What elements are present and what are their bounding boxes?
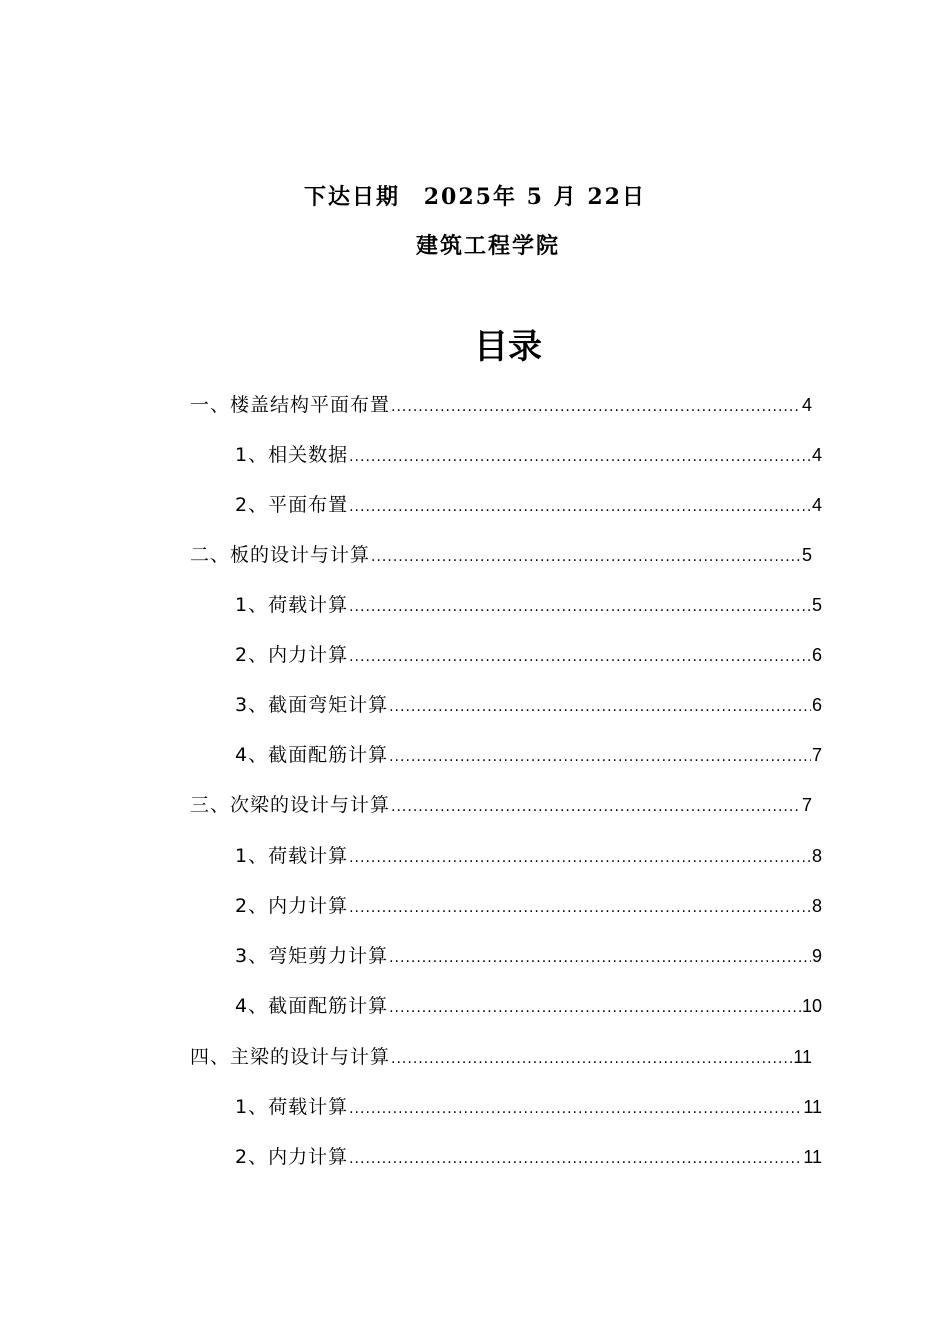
toc-entry-page: 4 (811, 445, 822, 465)
toc-entry[interactable] (190, 1027, 812, 1071)
toc-dot-leader (371, 545, 801, 569)
toc-entry-page: 5 (811, 595, 822, 615)
toc-entry[interactable] (235, 425, 822, 469)
toc-entry[interactable] (235, 826, 822, 870)
toc-entry-page: 11 (803, 1147, 822, 1167)
toc-entry[interactable] (235, 1077, 822, 1121)
toc-dot-leader (391, 395, 801, 419)
toc-dot-leader (349, 846, 811, 870)
toc-entry[interactable] (235, 625, 822, 669)
date-year-unit: 年 (492, 184, 517, 210)
toc-entry-page: 4 (801, 395, 812, 415)
toc-entry-page: 5 (801, 545, 812, 565)
toc-entry-label: 2、内力计算 (235, 895, 349, 917)
toc-entry-label: 四、主梁的设计与计算 (190, 1046, 391, 1068)
date-prefix: 下达日期 (304, 184, 401, 210)
toc-entry-label: 三、次梁的设计与计算 (190, 794, 391, 816)
toc-dot-leader (389, 946, 811, 970)
toc-entry-label: 4、截面配筋计算 (235, 744, 389, 766)
toc-dot-leader (391, 1047, 792, 1071)
toc-entry-label: 1、相关数据 (235, 444, 349, 466)
toc-entry-label: 2、内力计算 (235, 644, 349, 666)
toc-entry-label: 3、截面弯矩计算 (235, 694, 389, 716)
toc-entry[interactable] (235, 876, 822, 920)
toc-entry-label: 1、荷载计算 (235, 1096, 349, 1118)
toc-entry[interactable] (190, 375, 812, 419)
toc-entry-label: 二、板的设计与计算 (190, 544, 371, 566)
school-name: 建筑工程学院 (415, 233, 560, 259)
toc-entry-label: 3、弯矩剪力计算 (235, 945, 389, 967)
toc-entry-label: 4、截面配筋计算 (235, 995, 389, 1017)
toc-entry-page: 8 (811, 896, 822, 916)
toc-dot-leader (349, 495, 811, 519)
toc-entry-label: 2、内力计算 (235, 1146, 349, 1168)
toc-dot-leader (349, 1147, 802, 1171)
toc-dot-leader (349, 445, 811, 469)
toc-entry-page: 6 (811, 645, 822, 665)
toc-entry[interactable] (190, 775, 812, 819)
date-day: 22 (587, 184, 622, 210)
toc-entry-page: 10 (801, 996, 822, 1016)
toc-entry-page: 7 (801, 795, 812, 815)
toc-entry-page: 9 (811, 946, 822, 966)
toc-entry-page: 11 (803, 1097, 822, 1117)
toc-entry-label: 一、楼盖结构平面布置 (190, 394, 391, 416)
date-day-unit: 日 (621, 184, 646, 210)
toc-title: 目录 (474, 327, 542, 367)
toc-entry-label: 1、荷载计算 (235, 845, 349, 867)
toc-entry[interactable] (235, 976, 822, 1020)
toc-entry[interactable] (235, 575, 822, 619)
date-month-unit: 月 (553, 184, 578, 210)
toc-dot-leader (349, 645, 811, 669)
toc-entry-page: 7 (811, 745, 822, 765)
toc-entry[interactable] (235, 725, 822, 769)
toc-entry[interactable] (235, 675, 822, 719)
toc-dot-leader (389, 745, 811, 769)
toc-entry-page: 4 (811, 495, 822, 515)
toc-entry[interactable] (235, 1127, 822, 1171)
toc-entry-page: 8 (811, 846, 822, 866)
date-year: 2025 (423, 184, 493, 210)
toc-entry-page: 11 (793, 1047, 812, 1067)
toc-entry[interactable] (235, 926, 822, 970)
toc-entry-label: 2、平面布置 (235, 494, 349, 516)
toc-dot-leader (389, 996, 801, 1020)
toc-dot-leader (349, 1097, 802, 1121)
issue-date-line (0, 180, 950, 214)
toc-dot-leader (391, 795, 801, 819)
toc-entry-label: 1、荷载计算 (235, 594, 349, 616)
toc-entry[interactable] (190, 525, 812, 569)
toc-dot-leader (349, 896, 811, 920)
toc-entry-page: 6 (811, 695, 822, 715)
toc-dot-leader (389, 695, 811, 719)
toc-dot-leader (349, 595, 811, 619)
date-month: 5 (526, 184, 544, 210)
toc-entry[interactable] (235, 475, 822, 519)
